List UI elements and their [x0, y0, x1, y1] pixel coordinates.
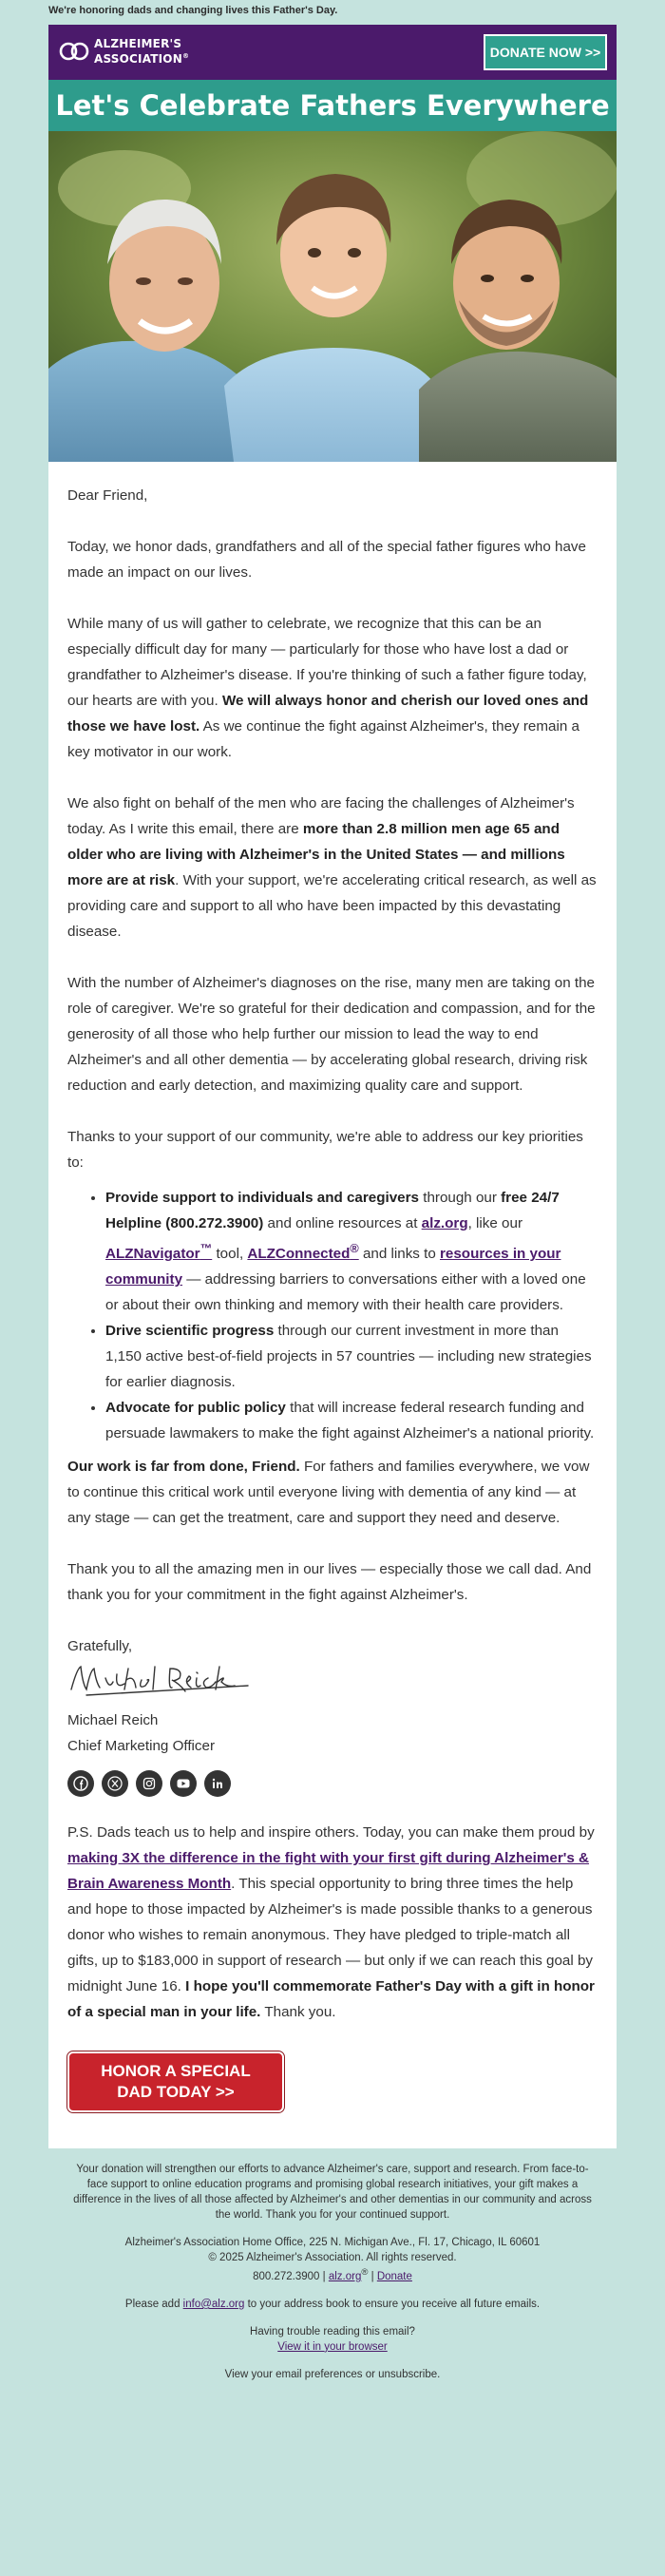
triple-match-gift-link[interactable]: making 3X the difference in the fight with your first gift during Alzheimer's & Brain Awareness Month: [67, 1850, 590, 1893]
linkedin-icon[interactable]: [204, 1770, 231, 1797]
priorities-list: [67, 1185, 598, 1446]
paragraph-3: We also fight on behalf of the men who are facing the challenges of Alzheimer's today. As I write this email, there are more than 2.8 million men age 65 and older who are living with Alzheimer's in the United States — and millions more are at risk. With your support, we're accelerating critical research, as well as providing care and support to all who have been impacted by this devastating disease.: [67, 795, 597, 940]
honor-a-special-dad-button[interactable]: HONOR A SPECIAL DAD TODAY >>: [67, 2051, 284, 2112]
paragraph-5: Thanks to your support of our community, we're able to address our key priorities to:: [67, 1129, 583, 1171]
address-book-note: Please add info@alz.org to your address book to ensure you receive all future emails.: [124, 2298, 541, 2310]
handwritten-signature: [67, 1661, 257, 1699]
closing: Gratefully,: [67, 1638, 133, 1655]
signer-name: Michael Reich: [67, 1712, 159, 1729]
celebrate-fathers-banner: Let's Celebrate Fathers Everywhere: [48, 80, 617, 131]
community-resources-link[interactable]: resources in your community: [105, 1246, 561, 1288]
logo-wordmark: ALZHEIMER'S ASSOCIATION®: [94, 36, 190, 66]
paragraph-7: Thank you to all the amazing men in our lives — especially those we call dad. And thank you for your commitment in the fight against Alzheimer's.: [67, 1561, 592, 1604]
browser-view-note: Having trouble reading this email? View it in your browser: [250, 2325, 415, 2353]
list-item: • Advocate for public policy that will increase federal research funding and persuade lawmakers to make the fight against Alzheimer's a national priority.: [105, 1395, 598, 1446]
alzheimers-association-logo[interactable]: [58, 37, 189, 66]
footer-donate-link[interactable]: Donate: [376, 2270, 412, 2282]
paragraph-2: While many of us will gather to celebrate, we recognize that this can be an especially difficult day for many — particularly for those who have lost a dad or grandfather to Alzheimer's disease. If you're thinking of such a father figure today, our hearts are with you. We will always honor and cherish our loved ones and those we have lost. As we continue the fight against Alzheimer's, they remain a key motivator in our work.: [67, 616, 589, 760]
social-links: [67, 1770, 598, 1797]
info-email-link[interactable]: info@alz.org: [182, 2298, 245, 2310]
donate-now-button[interactable]: DONATE NOW >>: [484, 34, 607, 70]
facebook-icon[interactable]: [67, 1770, 94, 1797]
paragraph-6: Our work is far from done, Friend. For fathers and families everywhere, we vow to continue this critical work until everyone living with dementia of any kind — at any stage — can get the treatment, care and support they need and deserve.: [67, 1459, 590, 1527]
hero-photo-three-generations: [48, 131, 617, 462]
purple-ribbon-logo-icon: [58, 37, 90, 66]
paragraph-1: Today, we honor dads, grandfathers and all of the special father figures who have made an impact on our lives.: [67, 539, 586, 581]
alzconnected-link[interactable]: ALZConnected®: [247, 1242, 359, 1263]
youtube-icon[interactable]: [170, 1770, 197, 1797]
greeting: Dear Friend,: [67, 487, 148, 504]
paragraph-4: With the number of Alzheimer's diagnoses on the rise, many men are taking on the role of caregiver. We're so grateful for their dedication and compassion, and for the generosity of all those who help further our mission to lead the way to end Alzheimer's and all other dementia — by accelerating global research, driving risk reduction and early detection, and maximizing quality care and support.: [67, 975, 596, 1094]
email-container: [48, 25, 617, 2395]
view-in-browser-link[interactable]: View it in your browser: [277, 2340, 388, 2353]
email-footer: [48, 2148, 617, 2382]
list-item: • Drive scientific progress through our current investment in more than 1,150 active best-of-field projects in 57 countries — including new strategies for earlier diagnosis.: [105, 1318, 598, 1395]
x-icon[interactable]: [102, 1770, 128, 1797]
signer-title: Chief Marketing Officer: [67, 1738, 216, 1755]
donation-note: Your donation will strengthen our efforts to advance Alzheimer's care, support and research. From face-to-face support to online education programs and promising global research initiatives, your gift makes a difference in the lives of all those affected by Alzheimer's and other dementias in our community and across the world. Thank you for your continued support.: [73, 2164, 592, 2222]
preheader-text: We're honoring dads and changing lives this Father's Day.: [48, 5, 338, 16]
svg-text:Michael Reich: Michael Reich: [67, 1661, 74, 1663]
postscript: P.S. Dads teach us to help and inspire others. Today, you can make them proud by making 3X the difference in the fight with your first gift during Alzheimer's & Brain Awareness Month. This special opportunity to bring three times the help and hope to those impacted by Alzheimer's is made possible thanks to a generous donor who wishes to remain anonymous. They have pledged to triple-match all gifts, up to $183,000 in support of research — but only if we can reach this goal by midnight June 16. I hope you'll commemorate Father's Day with a gift in honor of a special man in your life. Thank you.: [67, 1824, 595, 2021]
instagram-icon[interactable]: [136, 1770, 162, 1797]
email-preferences-link[interactable]: View your email preferences or unsubscribe.: [224, 2368, 441, 2380]
alz-org-link[interactable]: alz.org: [421, 1215, 468, 1231]
footer-alz-org-link[interactable]: alz.org: [328, 2270, 362, 2282]
contact-info: Alzheimer's Association Home Office, 225 N. Michigan Ave., Fl. 17, Chicago, IL 60601 © 2025 Alzheimer's Association. All rights reserved. 800.272.3900 | alz.org® | Donate: [124, 2237, 541, 2282]
email-header: [48, 25, 617, 80]
list-item: • Provide support to individuals and caregivers through our free 24/7 Helpline (800.272.3900) and online resources at alz.org, like our ALZNavigator™ tool, ALZConnected® and links to resources in your community — addressing barriers to conversations either with a loved one or about their own thinking and memory with their health care providers.: [105, 1185, 598, 1318]
alznavigator-link[interactable]: ALZNavigator™: [105, 1242, 213, 1263]
signature-block: [67, 1633, 598, 1759]
letter-body: [48, 462, 617, 2148]
